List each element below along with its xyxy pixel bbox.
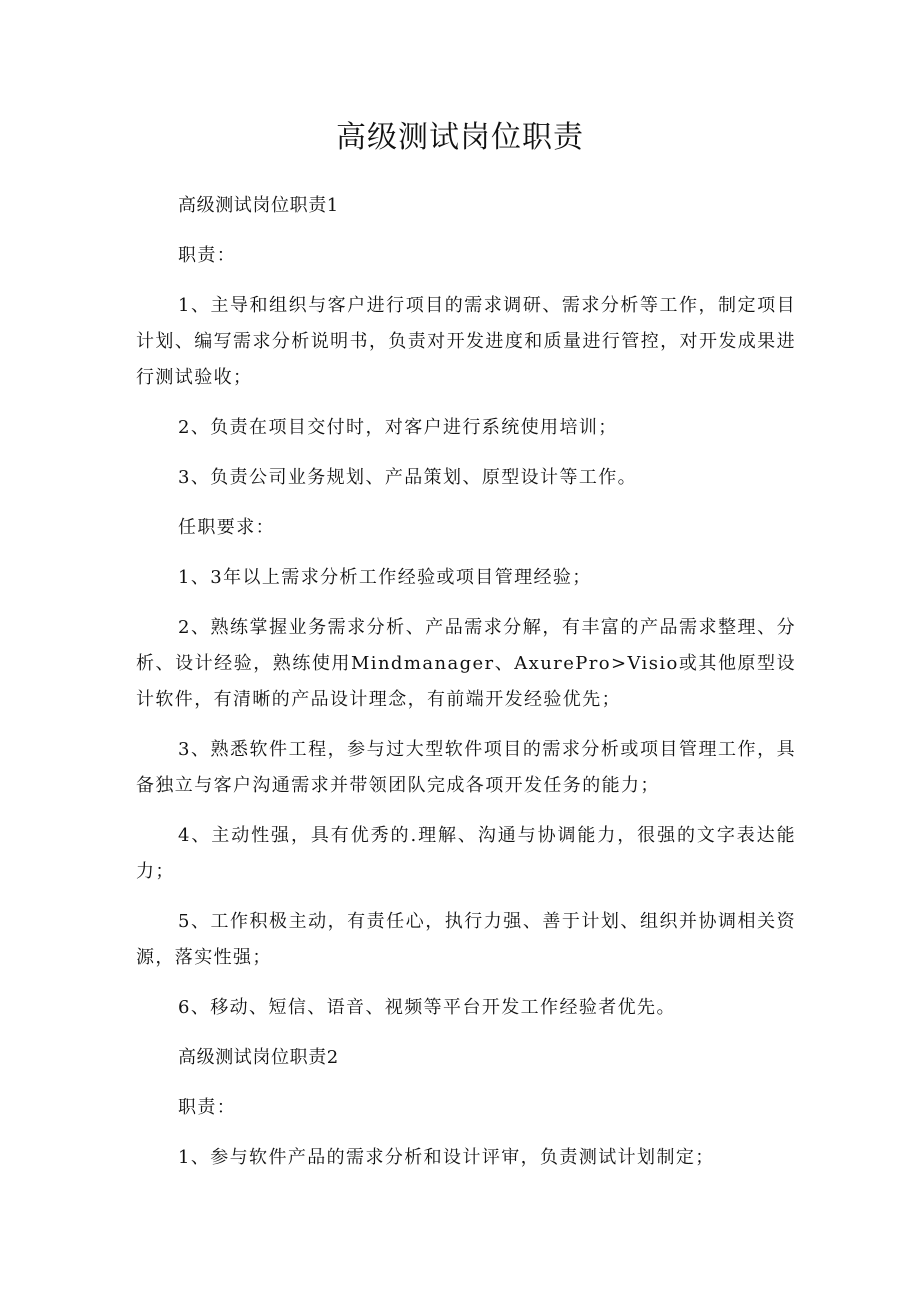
duties-label-2: 职责： xyxy=(178,1097,237,1118)
duty-item-3: 3、负责公司业务规划、产品策划、原型设计等工作。 xyxy=(178,467,638,488)
section-heading-1: 高级测试岗位职责1 xyxy=(178,195,339,216)
document-title: 高级测试岗位职责 xyxy=(336,120,584,155)
duty-item-1: 1、主导和组织与客户进行项目的需求调研、需求分析等工作，制定项目计划、编写需求分析说明书，负责对开发进度和质量进行管控，对开发成果进行测试验收； xyxy=(136,295,796,388)
duty-item-2: 2、负责在项目交付时，对客户进行系统使用培训； xyxy=(178,417,618,438)
requirement-item-6: 6、移动、短信、语音、视频等平台开发工作经验者优先。 xyxy=(178,997,676,1018)
duties-label-1: 职责： xyxy=(178,245,237,266)
requirement-item-5: 5、工作积极主动，有责任心，执行力强、善于计划、组织并协调相关资源，落实性强； xyxy=(136,911,796,968)
requirements-label: 任职要求： xyxy=(178,517,275,538)
requirement-item-4: 4、主动性强，具有优秀的.理解、沟通与协调能力，很强的文字表达能力； xyxy=(136,825,796,882)
duty-item-2-1: 1、参与软件产品的需求分析和设计评审，负责测试计划制定； xyxy=(178,1147,715,1168)
requirement-item-2: 2、熟练掌握业务需求分析、产品需求分解，有丰富的产品需求整理、分析、设计经验，熟练使用Mindmanager、AxurePro>Visio或其他原型设计软件，有清晰的产品设计理念，有前端开发经验优先； xyxy=(136,617,796,710)
section-heading-2: 高级测试岗位职责2 xyxy=(178,1047,339,1068)
requirement-item-3: 3、熟悉软件工程，参与过大型软件项目的需求分析或项目管理工作，具备独立与客户沟通需求并带领团队完成各项开发任务的能力； xyxy=(136,739,796,796)
document-body xyxy=(136,188,796,1190)
requirement-item-1: 1、3年以上需求分析工作经验或项目管理经验； xyxy=(178,567,592,588)
